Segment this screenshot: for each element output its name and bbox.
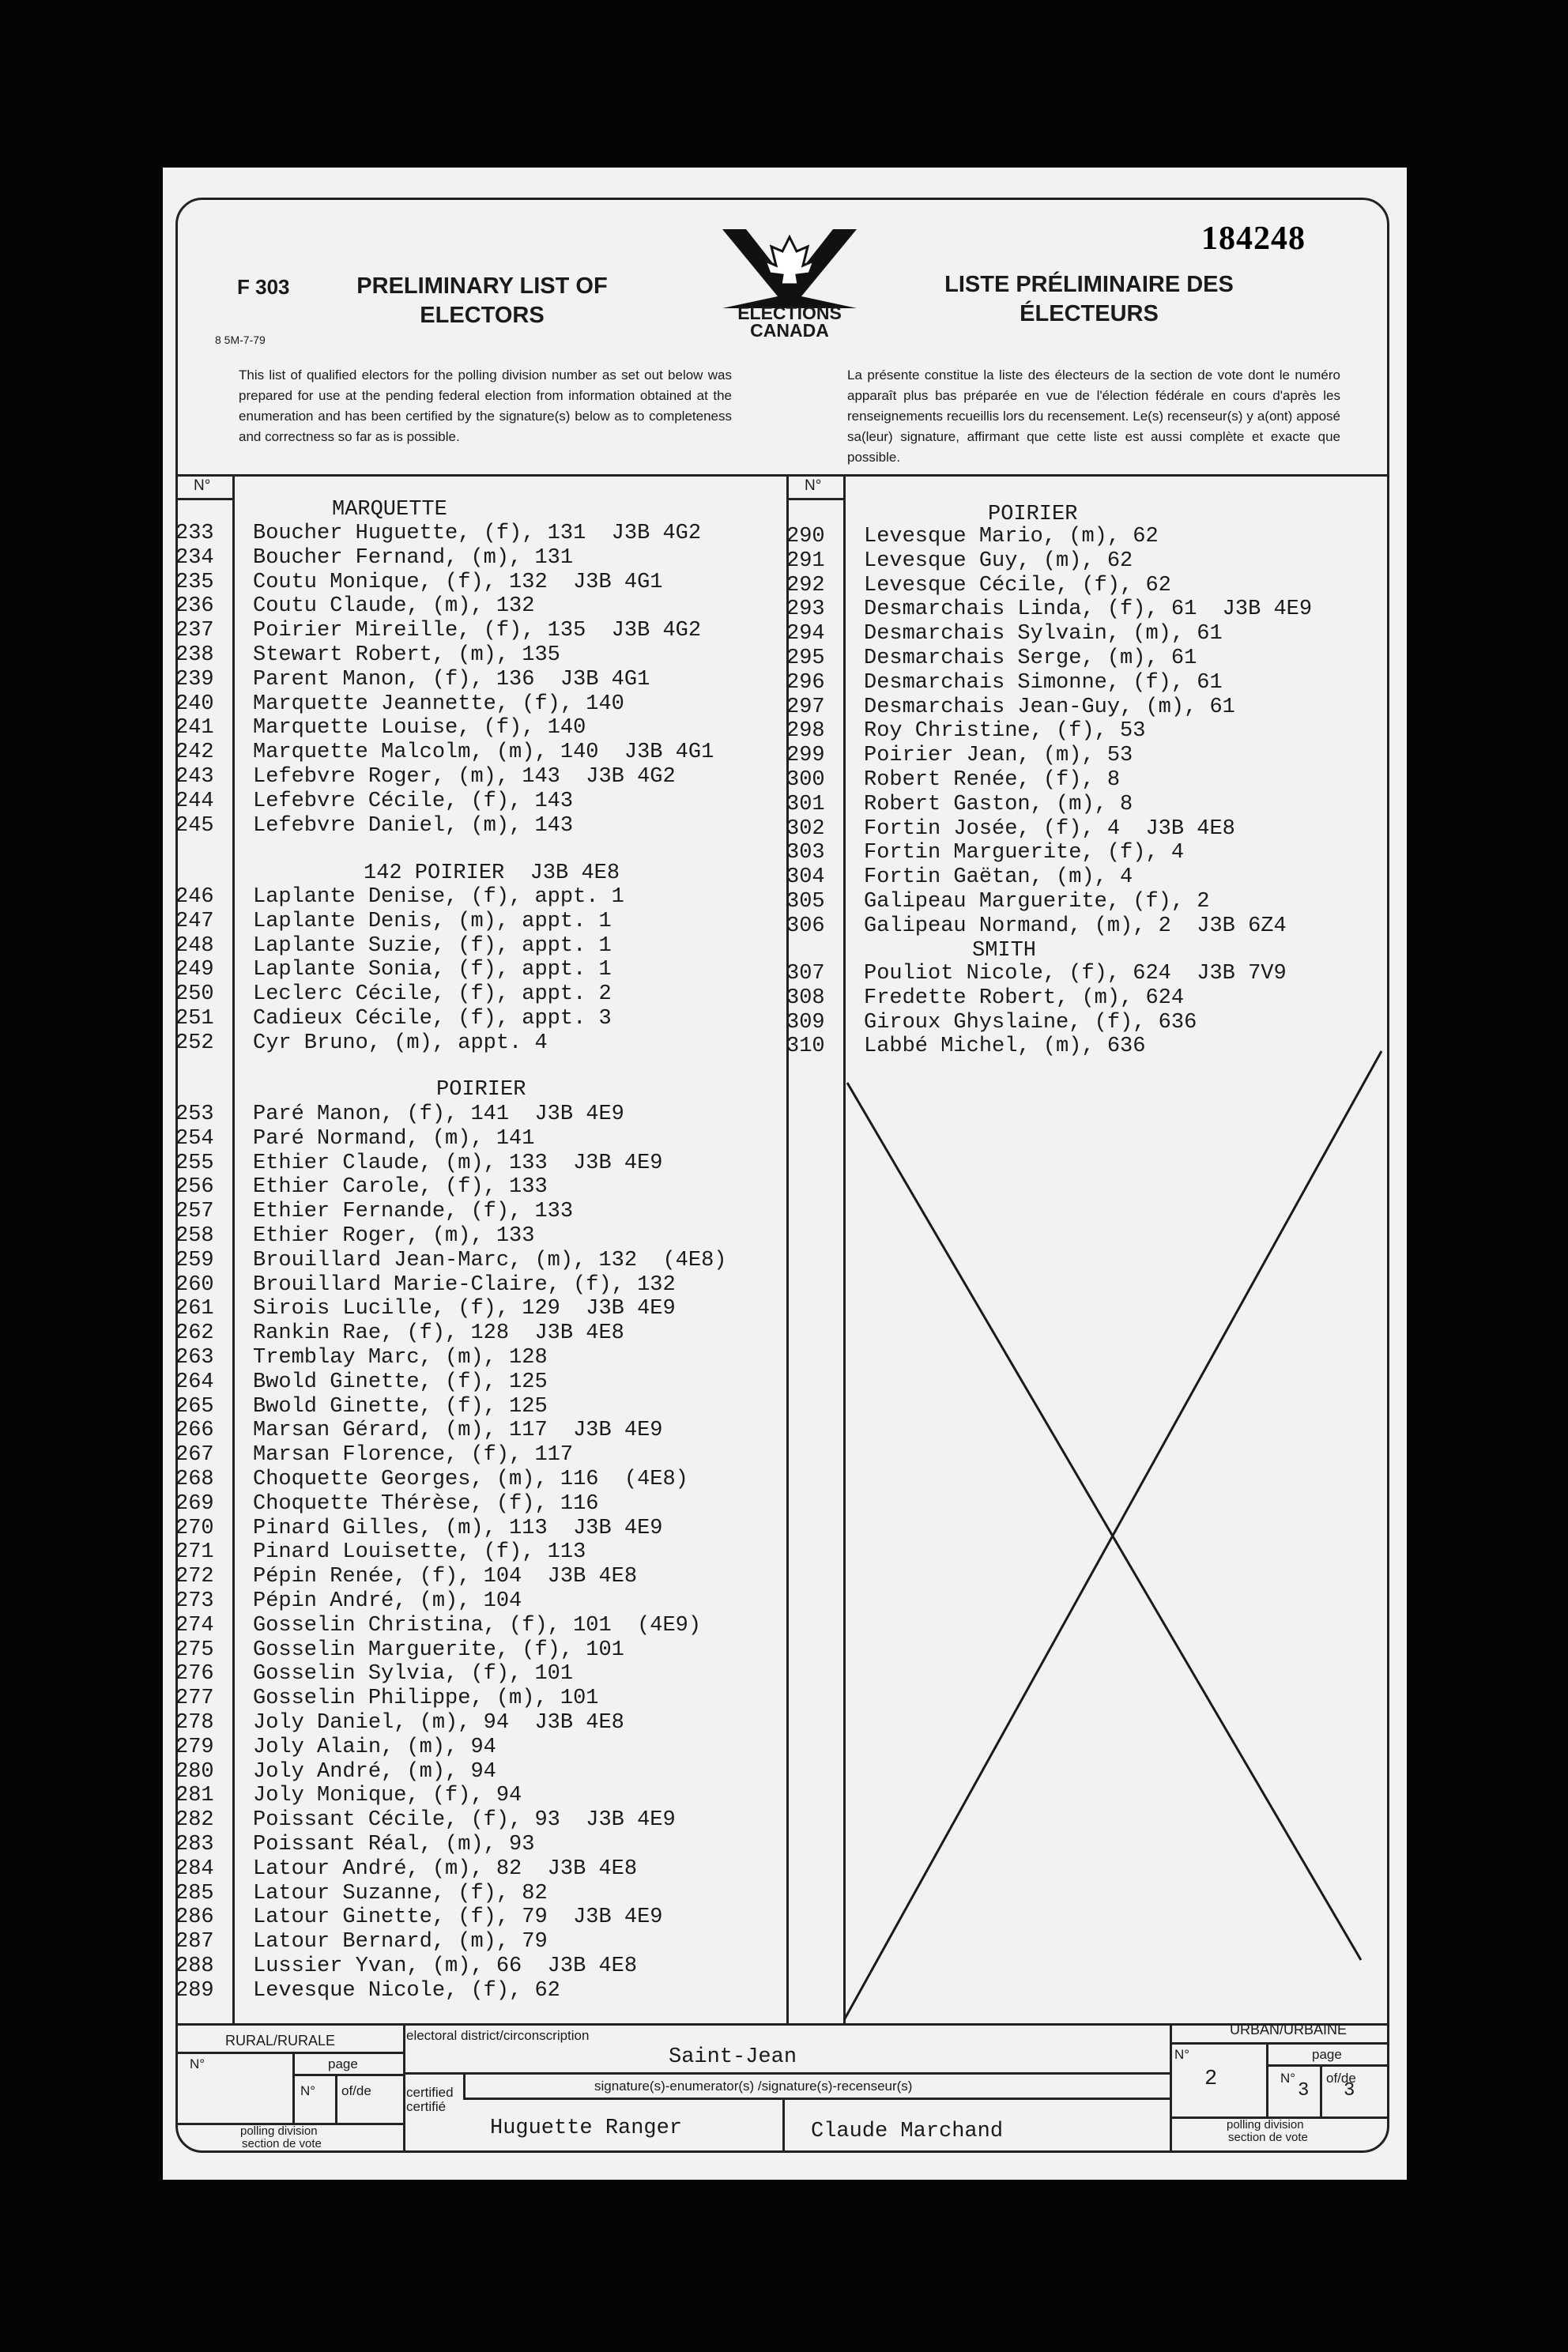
elector-entry: Ethier Carole, (f), 133 <box>253 1175 548 1200</box>
elector-number: 244 <box>175 789 214 813</box>
elector-entry: Desmarchais Jean-Guy, (m), 61 <box>864 695 1235 719</box>
urban-page-label: page <box>1312 2047 1342 2062</box>
elector-entry: Desmarchais Serge, (m), 61 <box>864 646 1197 670</box>
elector-number: 262 <box>175 1321 214 1346</box>
elector-number: 247 <box>175 909 214 933</box>
elector-number: 265 <box>175 1394 214 1419</box>
elector-number: 305 <box>786 890 825 914</box>
urban-no-divider <box>1266 2042 1268 2116</box>
elector-entry: Gosselin Sylvia, (f), 101 <box>253 1662 574 1687</box>
intro-french: La présente constitue la liste des électeurs de la section de vote dont le numéro apparaît plus bas préparée en vue de l'élection fédérale en cours d'après les renseignements recueillis lors du recensement. Le(s) recenseur(s) y a(ont) apposé sa(leur) signature, affirmant que cette liste est aussi complète et exacte que possible. <box>847 368 1340 465</box>
elector-number: 267 <box>175 1443 214 1468</box>
elector-entry: Galipeau Normand, (m), 2 J3B 6Z4 <box>864 914 1287 938</box>
enumerator-signature-1: Huguette Ranger <box>490 2116 683 2140</box>
elector-number: 245 <box>175 813 214 838</box>
elector-number: 308 <box>786 986 825 1010</box>
elector-entry: Levesque Nicole, (f), 62 <box>253 1978 560 2003</box>
elector-entry: Cyr Bruno, (m), appt. 4 <box>253 1031 548 1055</box>
urban-no-value: 2 <box>1204 2067 1218 2091</box>
rural-page-label: page <box>328 2056 358 2071</box>
elector-entry: Marquette Jeannette, (f), 140 <box>253 692 624 716</box>
elector-number: 237 <box>175 619 214 643</box>
elector-entry: Leclerc Cécile, (f), appt. 2 <box>253 982 612 1007</box>
elector-entry: Robert Gaston, (m), 8 <box>864 792 1133 816</box>
elector-entry: Brouillard Jean-Marc, (m), 132 (4E8) <box>253 1248 727 1272</box>
elector-entry: Roy Christine, (f), 53 <box>864 719 1146 744</box>
elector-number: 306 <box>786 914 825 938</box>
certifie-label: certifié <box>406 2099 447 2114</box>
elector-number: 284 <box>175 1856 214 1881</box>
elector-number: 285 <box>175 1881 214 1905</box>
elector-number: 300 <box>786 768 825 792</box>
elector-number: 297 <box>786 695 825 719</box>
elector-entry: Latour Ginette, (f), 79 J3B 4E9 <box>253 1905 663 1930</box>
elector-number: 277 <box>175 1687 214 1711</box>
elector-entry: Coutu Claude, (m), 132 <box>253 594 535 619</box>
certified-divider <box>463 2072 466 2098</box>
elector-entry: Lussier Yvan, (m), 66 J3B 4E8 <box>253 1954 638 1978</box>
urban-no-label: N° <box>1174 2047 1190 2062</box>
elector-entry: Marquette Louise, (f), 140 <box>253 716 586 741</box>
urban-of-value: 3 <box>1344 2080 1355 2101</box>
elector-number: 281 <box>175 1784 214 1808</box>
document-number: 184248 <box>1201 220 1306 257</box>
elector-number: 266 <box>175 1419 214 1443</box>
elector-number: 298 <box>786 719 825 744</box>
elector-entry: Levesque Guy, (m), 62 <box>864 548 1133 573</box>
elector-entry: Levesque Cécile, (f), 62 <box>864 573 1171 597</box>
form-number: F 303 <box>237 275 290 299</box>
elector-number: 272 <box>175 1565 214 1589</box>
elector-entry: Paré Manon, (f), 141 J3B 4E9 <box>253 1102 624 1126</box>
elector-number: 248 <box>175 933 214 958</box>
elector-entry: Joly Monique, (f), 94 <box>253 1784 522 1808</box>
elector-number: 243 <box>175 765 214 789</box>
urban-page-rule <box>1266 2064 1389 2067</box>
elector-entry: Boucher Huguette, (f), 131 J3B 4G2 <box>253 522 702 545</box>
elector-entry: Lefebvre Daniel, (m), 143 <box>253 813 574 838</box>
polling-division-left: polling division <box>240 2124 318 2138</box>
elector-number: 240 <box>175 692 214 716</box>
signature-divider <box>782 2098 785 2153</box>
elector-number: 304 <box>786 865 825 890</box>
section-heading-marquette: MARQUETTE <box>332 498 447 522</box>
elector-entry: Pépin André, (m), 104 <box>253 1589 522 1613</box>
elector-entry: Pépin Renée, (f), 104 J3B 4E8 <box>253 1565 638 1589</box>
elector-entry: Poissant Réal, (m), 93 <box>253 1833 535 1856</box>
elector-number: 288 <box>175 1954 214 1978</box>
elector-entry: Latour Suzanne, (f), 82 <box>253 1881 548 1905</box>
elector-number: 307 <box>786 962 825 986</box>
elector-entry: Desmarchais Linda, (f), 61 J3B 4E9 <box>864 597 1313 622</box>
elector-number: 294 <box>786 622 825 646</box>
elector-number: 252 <box>175 1031 214 1055</box>
elector-entry: Rankin Rae, (f), 128 J3B 4E8 <box>253 1321 624 1346</box>
rural-of-divider <box>335 2074 337 2123</box>
elector-entry: Paré Normand, (m), 141 <box>253 1126 535 1151</box>
elector-number: 238 <box>175 643 214 667</box>
elector-entry: Robert Renée, (f), 8 <box>864 768 1121 792</box>
urban-of-divider <box>1320 2064 1322 2116</box>
elector-number: 236 <box>175 594 214 619</box>
section-heading-poirier-left: POIRIER <box>436 1078 526 1102</box>
elector-number: 299 <box>786 744 825 768</box>
title-english: PRELIMINARY LIST OF ELECTORS <box>356 273 608 328</box>
section-heading-142-poirier: 142 POIRIER J3B 4E8 <box>364 861 620 885</box>
district-value: Saint-Jean <box>669 2045 797 2069</box>
elector-entry: Ethier Claude, (m), 133 J3B 4E9 <box>253 1151 663 1175</box>
elector-entry: Pinard Louisette, (f), 113 <box>253 1540 586 1565</box>
elector-number: 264 <box>175 1370 214 1394</box>
elector-number: 256 <box>175 1175 214 1200</box>
elector-number: 276 <box>175 1662 214 1687</box>
elector-entry: Lefebvre Roger, (m), 143 J3B 4G2 <box>253 765 676 789</box>
left-no-header: N° <box>194 477 211 494</box>
elector-entry: Ethier Fernande, (f), 133 <box>253 1200 574 1224</box>
elector-entry: Choquette Georges, (m), 116 (4E8) <box>253 1468 688 1491</box>
intro-english: This list of qualified electors for the polling division number as set out below was prepared for use at the pending federal election from information obtained at the enumeration and has been certified by the signature(s) below as to completeness and correctness so far as is possible. <box>239 368 732 444</box>
section-vote-left: section de vote <box>242 2137 322 2150</box>
elector-entry: Joly André, (m), 94 <box>253 1759 496 1784</box>
elector-entry: Poirier Mireille, (f), 135 J3B 4G2 <box>253 619 702 643</box>
elector-entry: Boucher Fernand, (m), 131 <box>253 545 574 570</box>
elector-number: 260 <box>175 1272 214 1297</box>
elector-number: 233 <box>175 522 214 545</box>
elector-number: 310 <box>786 1035 825 1059</box>
elector-entry: Pouliot Nicole, (f), 624 J3B 7V9 <box>864 962 1287 986</box>
elector-number: 301 <box>786 792 825 816</box>
elector-number: 263 <box>175 1346 214 1370</box>
section-heading-poirier-right: POIRIER <box>988 503 1078 526</box>
right-no-header: N° <box>805 477 822 494</box>
district-rule <box>403 2072 1170 2075</box>
elector-entry: Joly Daniel, (m), 94 J3B 4E8 <box>253 1711 624 1735</box>
polling-division-right: polling division <box>1227 2118 1304 2132</box>
elector-number: 254 <box>175 1126 214 1151</box>
rural-label: RURAL/RURALE <box>225 2033 336 2049</box>
elector-entry: Marsan Florence, (f), 117 <box>253 1443 574 1468</box>
elector-entry: Laplante Suzie, (f), appt. 1 <box>253 933 612 958</box>
elector-number: 250 <box>175 982 214 1007</box>
elector-number: 242 <box>175 741 214 765</box>
elector-number: 269 <box>175 1491 214 1516</box>
rural-no-label: N° <box>190 2056 205 2071</box>
elector-number: 282 <box>175 1808 214 1833</box>
signature-rule <box>463 2098 1170 2100</box>
elector-entry: Labbé Michel, (m), 636 <box>864 1035 1146 1059</box>
elector-number: 292 <box>786 573 825 597</box>
signature-label: signature(s)-enumerator(s) /signature(s)-recenseur(s) <box>594 2079 913 2094</box>
elector-entry: Ethier Roger, (m), 133 <box>253 1224 535 1248</box>
form-code: 8 5M-7-79 <box>215 334 266 346</box>
elector-entry: Fortin Gaëtan, (m), 4 <box>864 865 1133 890</box>
elector-entry: Laplante Denis, (m), appt. 1 <box>253 909 612 933</box>
elector-entry: Latour Bernard, (m), 79 <box>253 1930 548 1954</box>
elector-entry: Pinard Gilles, (m), 113 J3B 4E9 <box>253 1516 663 1540</box>
rural-page-no-label: N° <box>300 2083 316 2098</box>
elector-number: 253 <box>175 1102 214 1126</box>
elector-number: 283 <box>175 1833 214 1856</box>
elector-number: 309 <box>786 1010 825 1035</box>
elector-entry: Stewart Robert, (m), 135 <box>253 643 560 667</box>
rural-label-rule <box>175 2052 403 2054</box>
elector-entry: Levesque Mario, (m), 62 <box>864 525 1159 548</box>
elector-number: 235 <box>175 570 214 594</box>
elector-entry: Fredette Robert, (m), 624 <box>864 986 1185 1010</box>
elector-entry: Choquette Thérèse, (f), 116 <box>253 1491 599 1516</box>
elector-entry: Fortin Josée, (f), 4 J3B 4E8 <box>864 816 1235 841</box>
elector-number: 259 <box>175 1248 214 1272</box>
elector-number: 261 <box>175 1297 214 1321</box>
elector-number: 246 <box>175 885 214 909</box>
rural-of-label: of/de <box>341 2083 371 2098</box>
elector-number: 287 <box>175 1930 214 1954</box>
elector-entry: Marquette Malcolm, (m), 140 J3B 4G1 <box>253 741 714 765</box>
urban-label: URBAN/URBAINE <box>1230 2022 1348 2037</box>
elector-number: 275 <box>175 1638 214 1662</box>
elector-entry: Coutu Monique, (f), 132 J3B 4G1 <box>253 570 663 594</box>
elector-number: 302 <box>786 816 825 841</box>
elector-entry: Gosselin Christina, (f), 101 (4E9) <box>253 1613 702 1638</box>
elector-number: 255 <box>175 1151 214 1175</box>
rural-page-rule <box>292 2074 403 2076</box>
elector-entry: Bwold Ginette, (f), 125 <box>253 1370 548 1394</box>
elector-number: 291 <box>786 548 825 573</box>
elector-entry: Desmarchais Simonne, (f), 61 <box>864 670 1223 695</box>
elector-entry: Bwold Ginette, (f), 125 <box>253 1394 548 1419</box>
elector-number: 241 <box>175 716 214 741</box>
footer-top-rule <box>175 2023 1389 2026</box>
elector-entry: Tremblay Marc, (m), 128 <box>253 1346 548 1370</box>
elector-entry: Desmarchais Sylvain, (m), 61 <box>864 622 1223 646</box>
elector-number: 289 <box>175 1978 214 2003</box>
elector-entry: Marsan Gérard, (m), 117 J3B 4E9 <box>253 1419 663 1443</box>
elector-number: 251 <box>175 1007 214 1031</box>
section-heading-smith: SMITH <box>972 939 1037 963</box>
elector-entry: Brouillard Marie-Claire, (f), 132 <box>253 1272 676 1297</box>
logo-text: ELECTIONS CANADA <box>737 303 842 341</box>
elector-number: 271 <box>175 1540 214 1565</box>
elector-number: 257 <box>175 1200 214 1224</box>
elector-number: 286 <box>175 1905 214 1930</box>
elector-number: 280 <box>175 1759 214 1784</box>
title-french: LISTE PRÉLIMINAIRE DES ÉLECTEURS <box>944 272 1234 326</box>
elector-entry: Giroux Ghyslaine, (f), 636 <box>864 1010 1197 1035</box>
elector-number: 293 <box>786 597 825 622</box>
elector-number: 296 <box>786 670 825 695</box>
elector-number: 274 <box>175 1613 214 1638</box>
elector-number: 234 <box>175 545 214 570</box>
urban-page-value: 3 <box>1298 2080 1310 2101</box>
urban-label-rule <box>1170 2042 1389 2045</box>
elector-entry: Galipeau Marguerite, (f), 2 <box>864 890 1210 914</box>
elector-number: 268 <box>175 1468 214 1491</box>
elector-entry: Poirier Jean, (m), 53 <box>864 744 1133 768</box>
elector-entry: Laplante Denise, (f), appt. 1 <box>253 885 624 909</box>
elector-entry: Fortin Marguerite, (f), 4 <box>864 841 1185 865</box>
elector-entry: Latour André, (m), 82 J3B 4E8 <box>253 1856 638 1881</box>
elector-number: 273 <box>175 1589 214 1613</box>
elector-number: 279 <box>175 1735 214 1759</box>
elector-number: 303 <box>786 841 825 865</box>
elector-entry: Lefebvre Cécile, (f), 143 <box>253 789 574 813</box>
elector-number: 295 <box>786 646 825 670</box>
elector-number: 290 <box>786 525 825 548</box>
elector-number: 249 <box>175 958 214 982</box>
rural-no-divider <box>292 2052 295 2123</box>
elector-entry: Gosselin Marguerite, (f), 101 <box>253 1638 624 1662</box>
certified-label: certified <box>406 2085 454 2100</box>
district-label: electoral district/circonscription <box>406 2028 590 2043</box>
elector-entry: Joly Alain, (m), 94 <box>253 1735 496 1759</box>
enumerator-signature-2: Claude Marchand <box>811 2120 1004 2143</box>
urban-of-label: of/de <box>1326 2071 1356 2086</box>
elector-number: 278 <box>175 1711 214 1735</box>
elector-entry: Laplante Sonia, (f), appt. 1 <box>253 958 612 982</box>
elector-entry: Cadieux Cécile, (f), appt. 3 <box>253 1007 612 1031</box>
elector-number: 270 <box>175 1516 214 1540</box>
elector-entry: Parent Manon, (f), 136 J3B 4G1 <box>253 667 650 692</box>
footer-rural-divider <box>403 2023 405 2153</box>
elector-entry: Gosselin Philippe, (m), 101 <box>253 1687 599 1711</box>
elector-entry: Poissant Cécile, (f), 93 J3B 4E9 <box>253 1808 676 1833</box>
elector-entry: Sirois Lucille, (f), 129 J3B 4E9 <box>253 1297 676 1321</box>
elector-number: 239 <box>175 667 214 692</box>
elector-number: 258 <box>175 1224 214 1248</box>
section-vote-right: section de vote <box>1228 2131 1308 2144</box>
urban-page-no-label: N° <box>1280 2071 1296 2086</box>
